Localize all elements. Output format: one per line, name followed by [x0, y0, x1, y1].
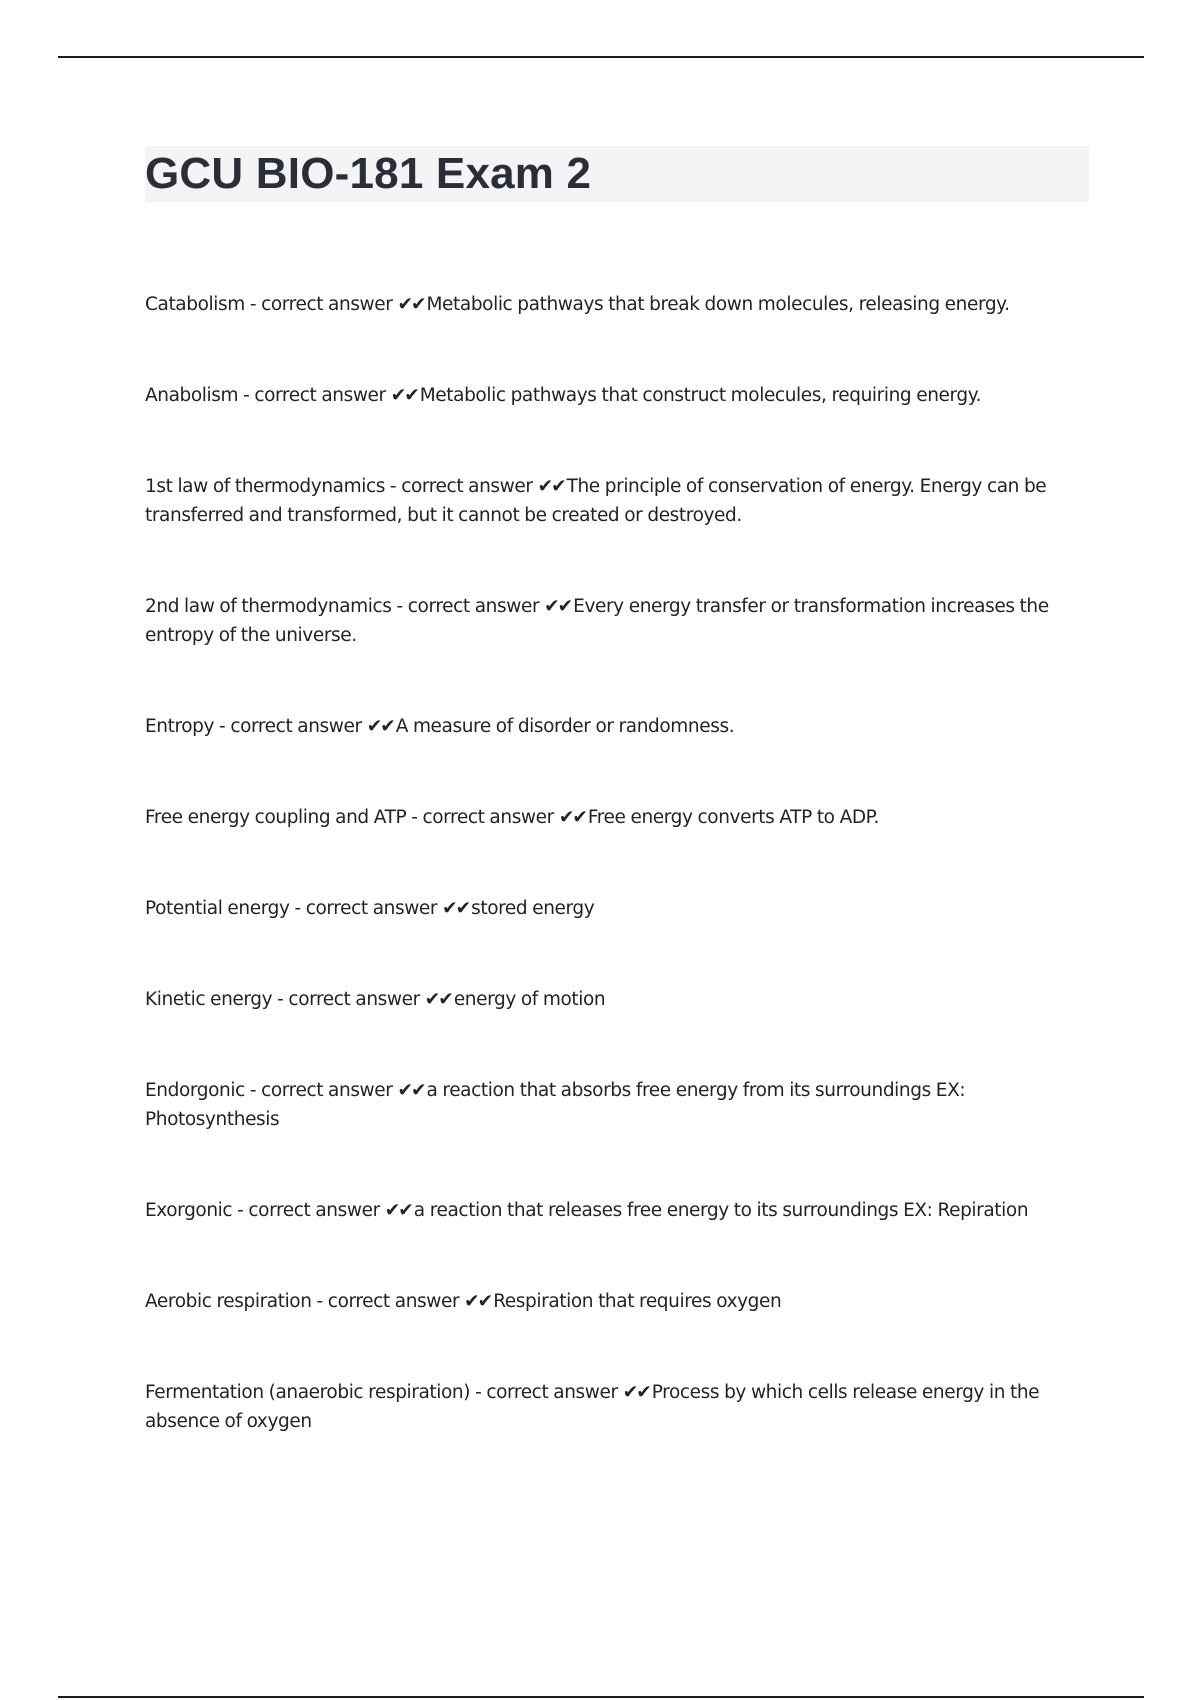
term: Endorgonic — [145, 1080, 245, 1101]
term: Exorgonic — [145, 1200, 233, 1221]
qa-item — [145, 592, 1077, 650]
definition: The principle of conservation of energy. Energy can be transferred and transformed, but it cannot be created or destroyed. — [145, 476, 1047, 526]
bottom-divider — [58, 1696, 1144, 1698]
definition: stored energy — [471, 898, 595, 919]
top-divider — [58, 56, 1144, 58]
check-icon: ✔✔ — [424, 989, 452, 1010]
qa-item — [145, 894, 1077, 923]
qa-item — [145, 1196, 1077, 1225]
separator: - correct answer — [384, 476, 538, 497]
definition: Respiration that requires oxygen — [493, 1291, 782, 1312]
separator: - correct answer — [244, 1080, 398, 1101]
term: Entropy — [145, 716, 215, 737]
separator: - correct answer — [272, 989, 425, 1010]
check-icon: ✔✔ — [390, 385, 418, 406]
definition: a reaction that absorbs free energy from its surroundings EX: Photosynthesis — [145, 1080, 966, 1130]
definition: A measure of disorder or randomness. — [395, 716, 735, 737]
check-icon: ✔✔ — [537, 476, 565, 497]
separator: - correct answer — [214, 716, 367, 737]
definition: Free energy converts ATP to ADP. — [587, 807, 880, 828]
term: Fermentation (anaerobic respiration) — [145, 1382, 471, 1403]
definition: Metabolic pathways that construct molecules, requiring energy. — [419, 385, 982, 406]
term: Anabolism — [145, 385, 239, 406]
definition: a reaction that releases free energy to its surroundings EX: Repiration — [413, 1200, 1029, 1221]
separator: - correct answer — [289, 898, 443, 919]
separator: - correct answer — [238, 385, 391, 406]
separator: - correct answer — [244, 294, 398, 315]
check-icon: ✔✔ — [544, 596, 572, 617]
term: Potential energy — [145, 898, 290, 919]
term: Free energy coupling and ATP — [145, 807, 407, 828]
qa-item — [145, 381, 1077, 410]
separator: - correct answer — [232, 1200, 385, 1221]
check-icon: ✔✔ — [464, 1291, 492, 1312]
separator: - correct answer — [391, 596, 545, 617]
qa-item — [145, 1287, 1077, 1316]
qa-item — [145, 290, 1077, 319]
definition: Process by which cells release energy in the absence of oxygen — [145, 1382, 1040, 1432]
qa-item — [145, 712, 1077, 741]
term: Aerobic respiration — [145, 1291, 312, 1312]
check-icon: ✔✔ — [397, 294, 425, 315]
separator: - correct answer — [311, 1291, 465, 1312]
check-icon: ✔✔ — [366, 716, 394, 737]
check-icon: ✔✔ — [384, 1200, 412, 1221]
term: 1st law of thermodynamics — [145, 476, 385, 497]
check-icon: ✔✔ — [622, 1382, 650, 1403]
page-title: GCU BIO-181 Exam 2 — [145, 149, 592, 198]
qa-item — [145, 1378, 1077, 1436]
qa-item — [145, 803, 1077, 832]
term: Catabolism — [145, 294, 245, 315]
check-icon: ✔✔ — [558, 807, 586, 828]
check-icon: ✔✔ — [397, 1080, 425, 1101]
separator: - correct answer — [470, 1382, 623, 1403]
term: Kinetic energy — [145, 989, 273, 1010]
definition: energy of motion — [453, 989, 606, 1010]
definition: Metabolic pathways that break down molecules, releasing energy. — [426, 294, 1010, 315]
qa-item — [145, 472, 1077, 530]
qa-list — [145, 290, 1077, 1498]
check-icon: ✔✔ — [442, 898, 470, 919]
qa-item — [145, 985, 1077, 1014]
qa-item — [145, 1076, 1077, 1134]
separator: - correct answer — [406, 807, 559, 828]
term: 2nd law of thermodynamics — [145, 596, 392, 617]
definition: Every energy transfer or transformation increases the entropy of the universe. — [145, 596, 1049, 646]
